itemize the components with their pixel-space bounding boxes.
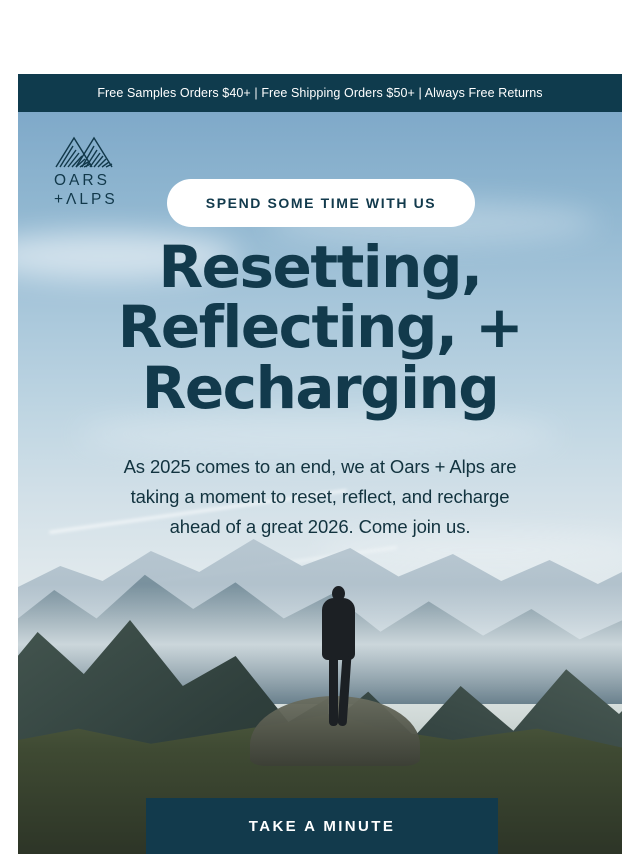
hero-headline xyxy=(18,233,622,422)
hiker-leg-left xyxy=(329,656,338,726)
hiker-torso xyxy=(322,598,355,660)
headline-line-2: Reflecting, + xyxy=(117,293,523,362)
headline-line-3: Recharging xyxy=(141,353,499,422)
brand-name-line1: OARS xyxy=(54,172,110,189)
hero-section xyxy=(18,112,622,854)
headline-line-1: Resetting, xyxy=(158,233,482,301)
body-line-2: taking a moment to reset, reflect, and recharge xyxy=(130,485,510,507)
brand-name-line2: +ΛLPS xyxy=(54,190,118,208)
body-line-3: ahead of a great 2026. Come join us. xyxy=(169,515,471,537)
brand-name xyxy=(54,172,146,210)
announcement-bar xyxy=(18,74,622,112)
hero-body-copy xyxy=(88,452,552,542)
email-body xyxy=(18,74,622,854)
hiker-leg-right xyxy=(338,656,352,726)
body-line-1: As 2025 comes to an end, we at Oars + Alps are xyxy=(123,456,517,477)
mountain-hatch-logo-icon xyxy=(54,134,126,168)
brand-logo[interactable] xyxy=(54,134,146,210)
hiker-silhouette xyxy=(316,586,360,726)
take-a-minute-button[interactable] xyxy=(146,798,498,854)
pill-label: SPEND SOME TIME WITH US xyxy=(205,195,437,211)
announcement-text: Free Samples Orders $40+ | Free Shipping Orders $50+ | Always Free Returns xyxy=(97,86,543,100)
spend-time-pill[interactable] xyxy=(167,179,475,227)
cta-label: TAKE A MINUTE xyxy=(248,817,396,835)
